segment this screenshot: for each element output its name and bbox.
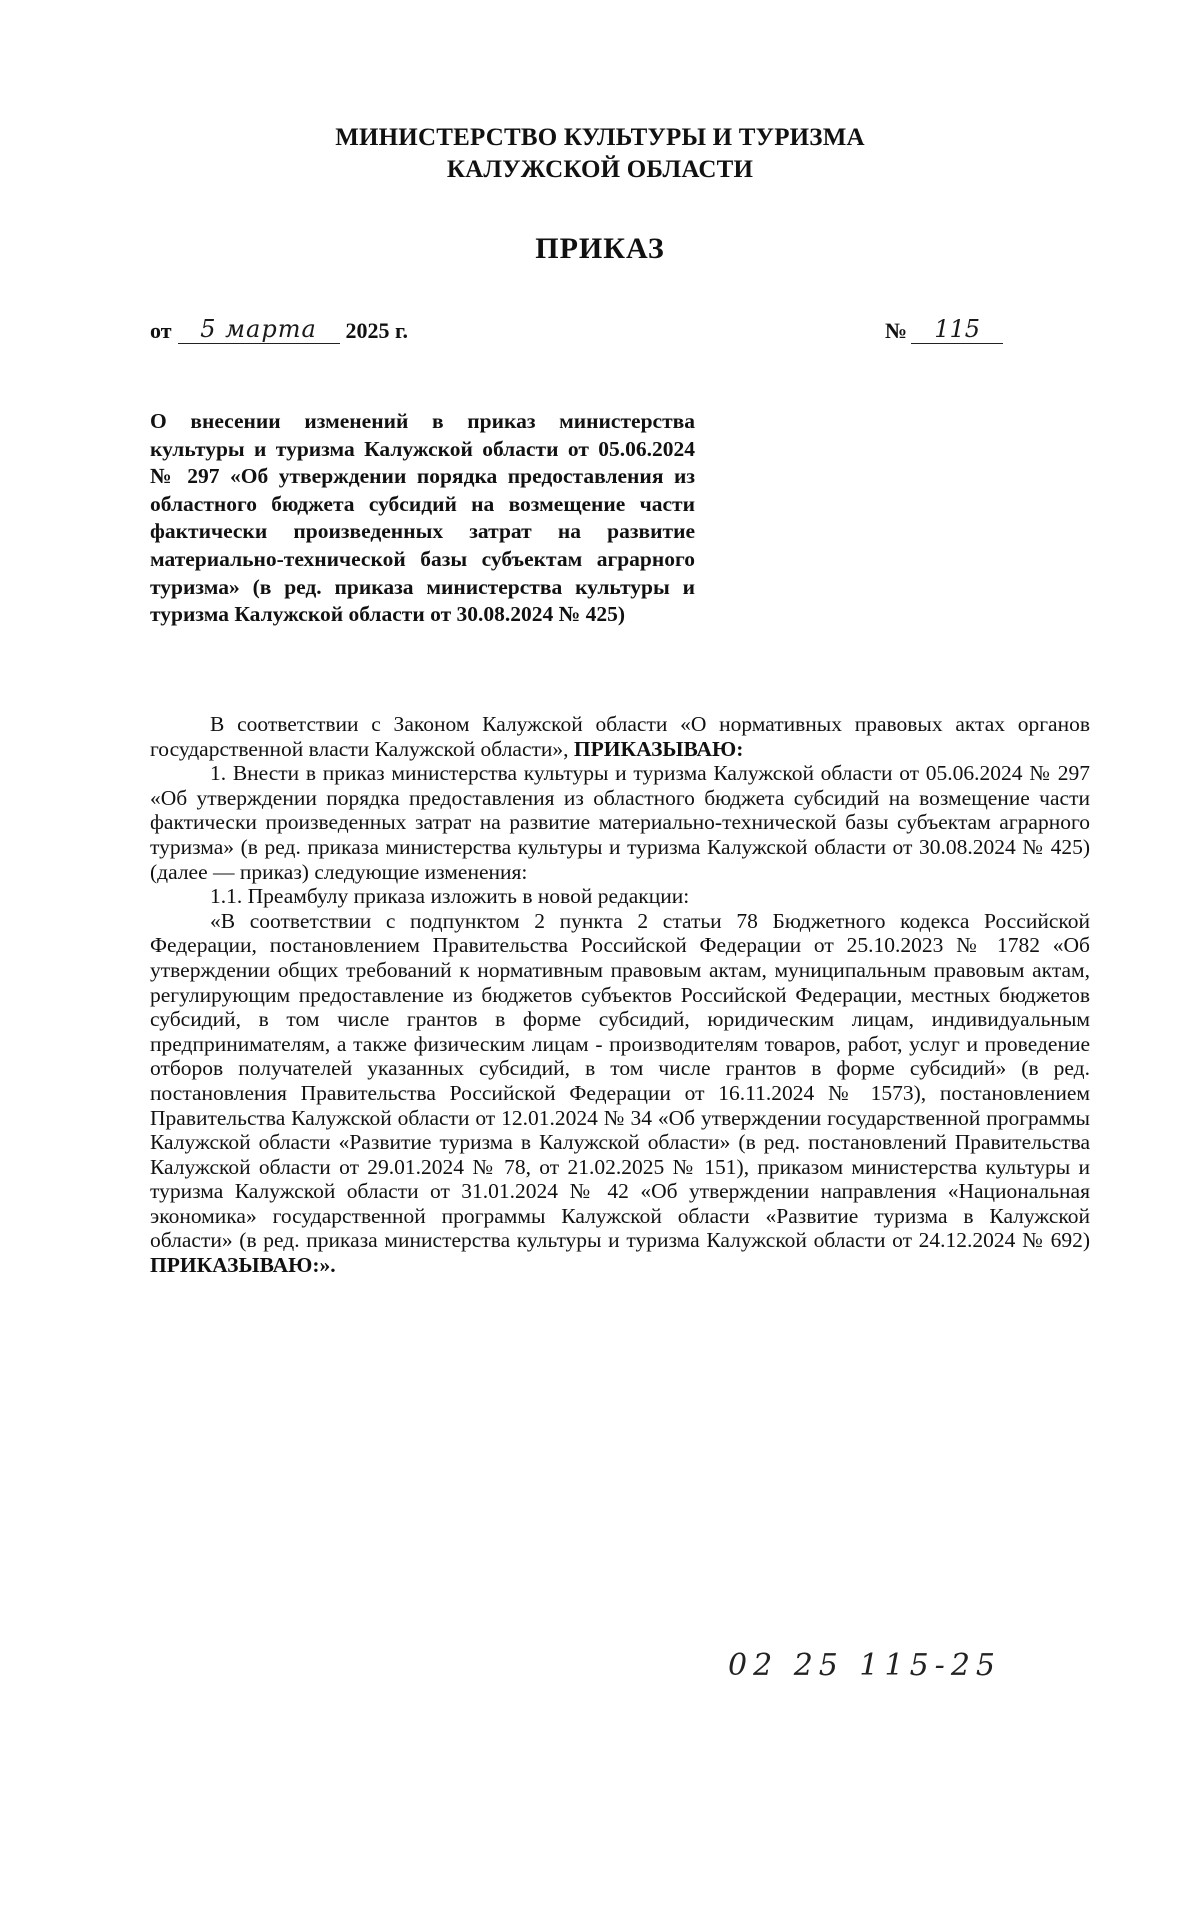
handwritten-number: 115 — [911, 315, 1003, 344]
registration-stamp: 02 25 115-25 — [728, 1648, 1001, 1683]
ministry-line-1: МИНИСТЕРСТВО КУЛЬТУРЫ И ТУРИЗМА — [335, 124, 865, 151]
ministry-header — [0, 122, 1200, 186]
handwritten-date: 5 марта — [178, 315, 340, 344]
order-body — [150, 712, 1090, 1278]
order-subject: О внесении изменений в приказ министерства культуры и туризма Калужской области от 05.06.2024 № 297 «Об утверждении порядка предоставления из областного бюджета субсидий на возмещение части фактически произведенных затрат на развитие материально-технической базы субъектам аграрного туризма» (в ред. приказа министерства культуры и туризма Калужской области от 30.08.2024 № 425) — [150, 409, 695, 627]
document-type-title: ПРИКАЗ — [535, 232, 665, 265]
paragraph-intro-text: В соответствии с Законом Калужской области «О нормативных правовых актах органов государственной власти Калужской области», — [150, 712, 1090, 761]
ministry-line-2: КАЛУЖСКОЙ ОБЛАСТИ — [446, 156, 754, 183]
number-line — [885, 315, 1003, 344]
paragraph-item-1-1: 1.1. Преамбулу приказа изложить в новой редакции: — [210, 884, 690, 909]
date-prefix: от — [150, 318, 172, 343]
date-year: 2025 г. — [345, 318, 409, 343]
preamble-command: ПРИКАЗЫВАЮ:». — [150, 1253, 336, 1278]
paragraph-preamble — [150, 909, 1090, 1278]
date-line — [150, 315, 408, 344]
order-command: ПРИКАЗЫВАЮ: — [573, 736, 744, 761]
paragraph-preamble-text: «В соответствии с подпунктом 2 пункта 2 статьи 78 Бюджетного кодекса Российской Федерации, постановлением Правительства Российской Федерации от 25.10.2023 № 1782 «Об утверждении общих требований к нормативным правовым актам, муниципальным правовым актам, регулирующим предоставление из бюджетов субъектов Российской Федерации, местных бюджетов субсидий, в том числе грантов в форме субсидий, юридическим лицам, индивидуальным предпринимателям, а также физическим лицам - производителям товаров, работ, услуг и проведение отборов получателей указанных субсидий, в том числе грантов в форме субсидий» (в ред. постановления Правительства Российской Федерации от 16.11.2024 № 1573), постановлением Правительства Калужской области от 12.01.2024 № 34 «Об утверждении государственной программы Калужской области «Развитие туризма в Калужской области» (в ред. постановлений Правительства Калужской области от 29.01.2024 № 78, от 21.02.2025 № 151), приказом министерства культуры и туризма Калужской области от 31.01.2024 № 42 «Об утверждении направления «Национальная экономика» государственной программы Калужской области «Развитие туризма в Калужской области» (в ред. приказа министерства культуры и туризма Калужской области от 24.12.2024 № 692) — [150, 908, 1090, 1253]
paragraph-intro — [150, 712, 1090, 761]
paragraph-item-1: 1. Внести в приказ министерства культуры и туризма Калужской области от 05.06.2024 № 297 «Об утверждении порядка предоставления из областного бюджета субсидий на возмещение части фактически произведенных затрат на развитие материально-технической базы субъектам аграрного туризма» (в ред. приказа министерства культуры и туризма Калужской области от 30.08.2024 № 425) (далее — приказ) следующие изменения: — [150, 761, 1090, 884]
number-prefix: № — [885, 318, 908, 343]
